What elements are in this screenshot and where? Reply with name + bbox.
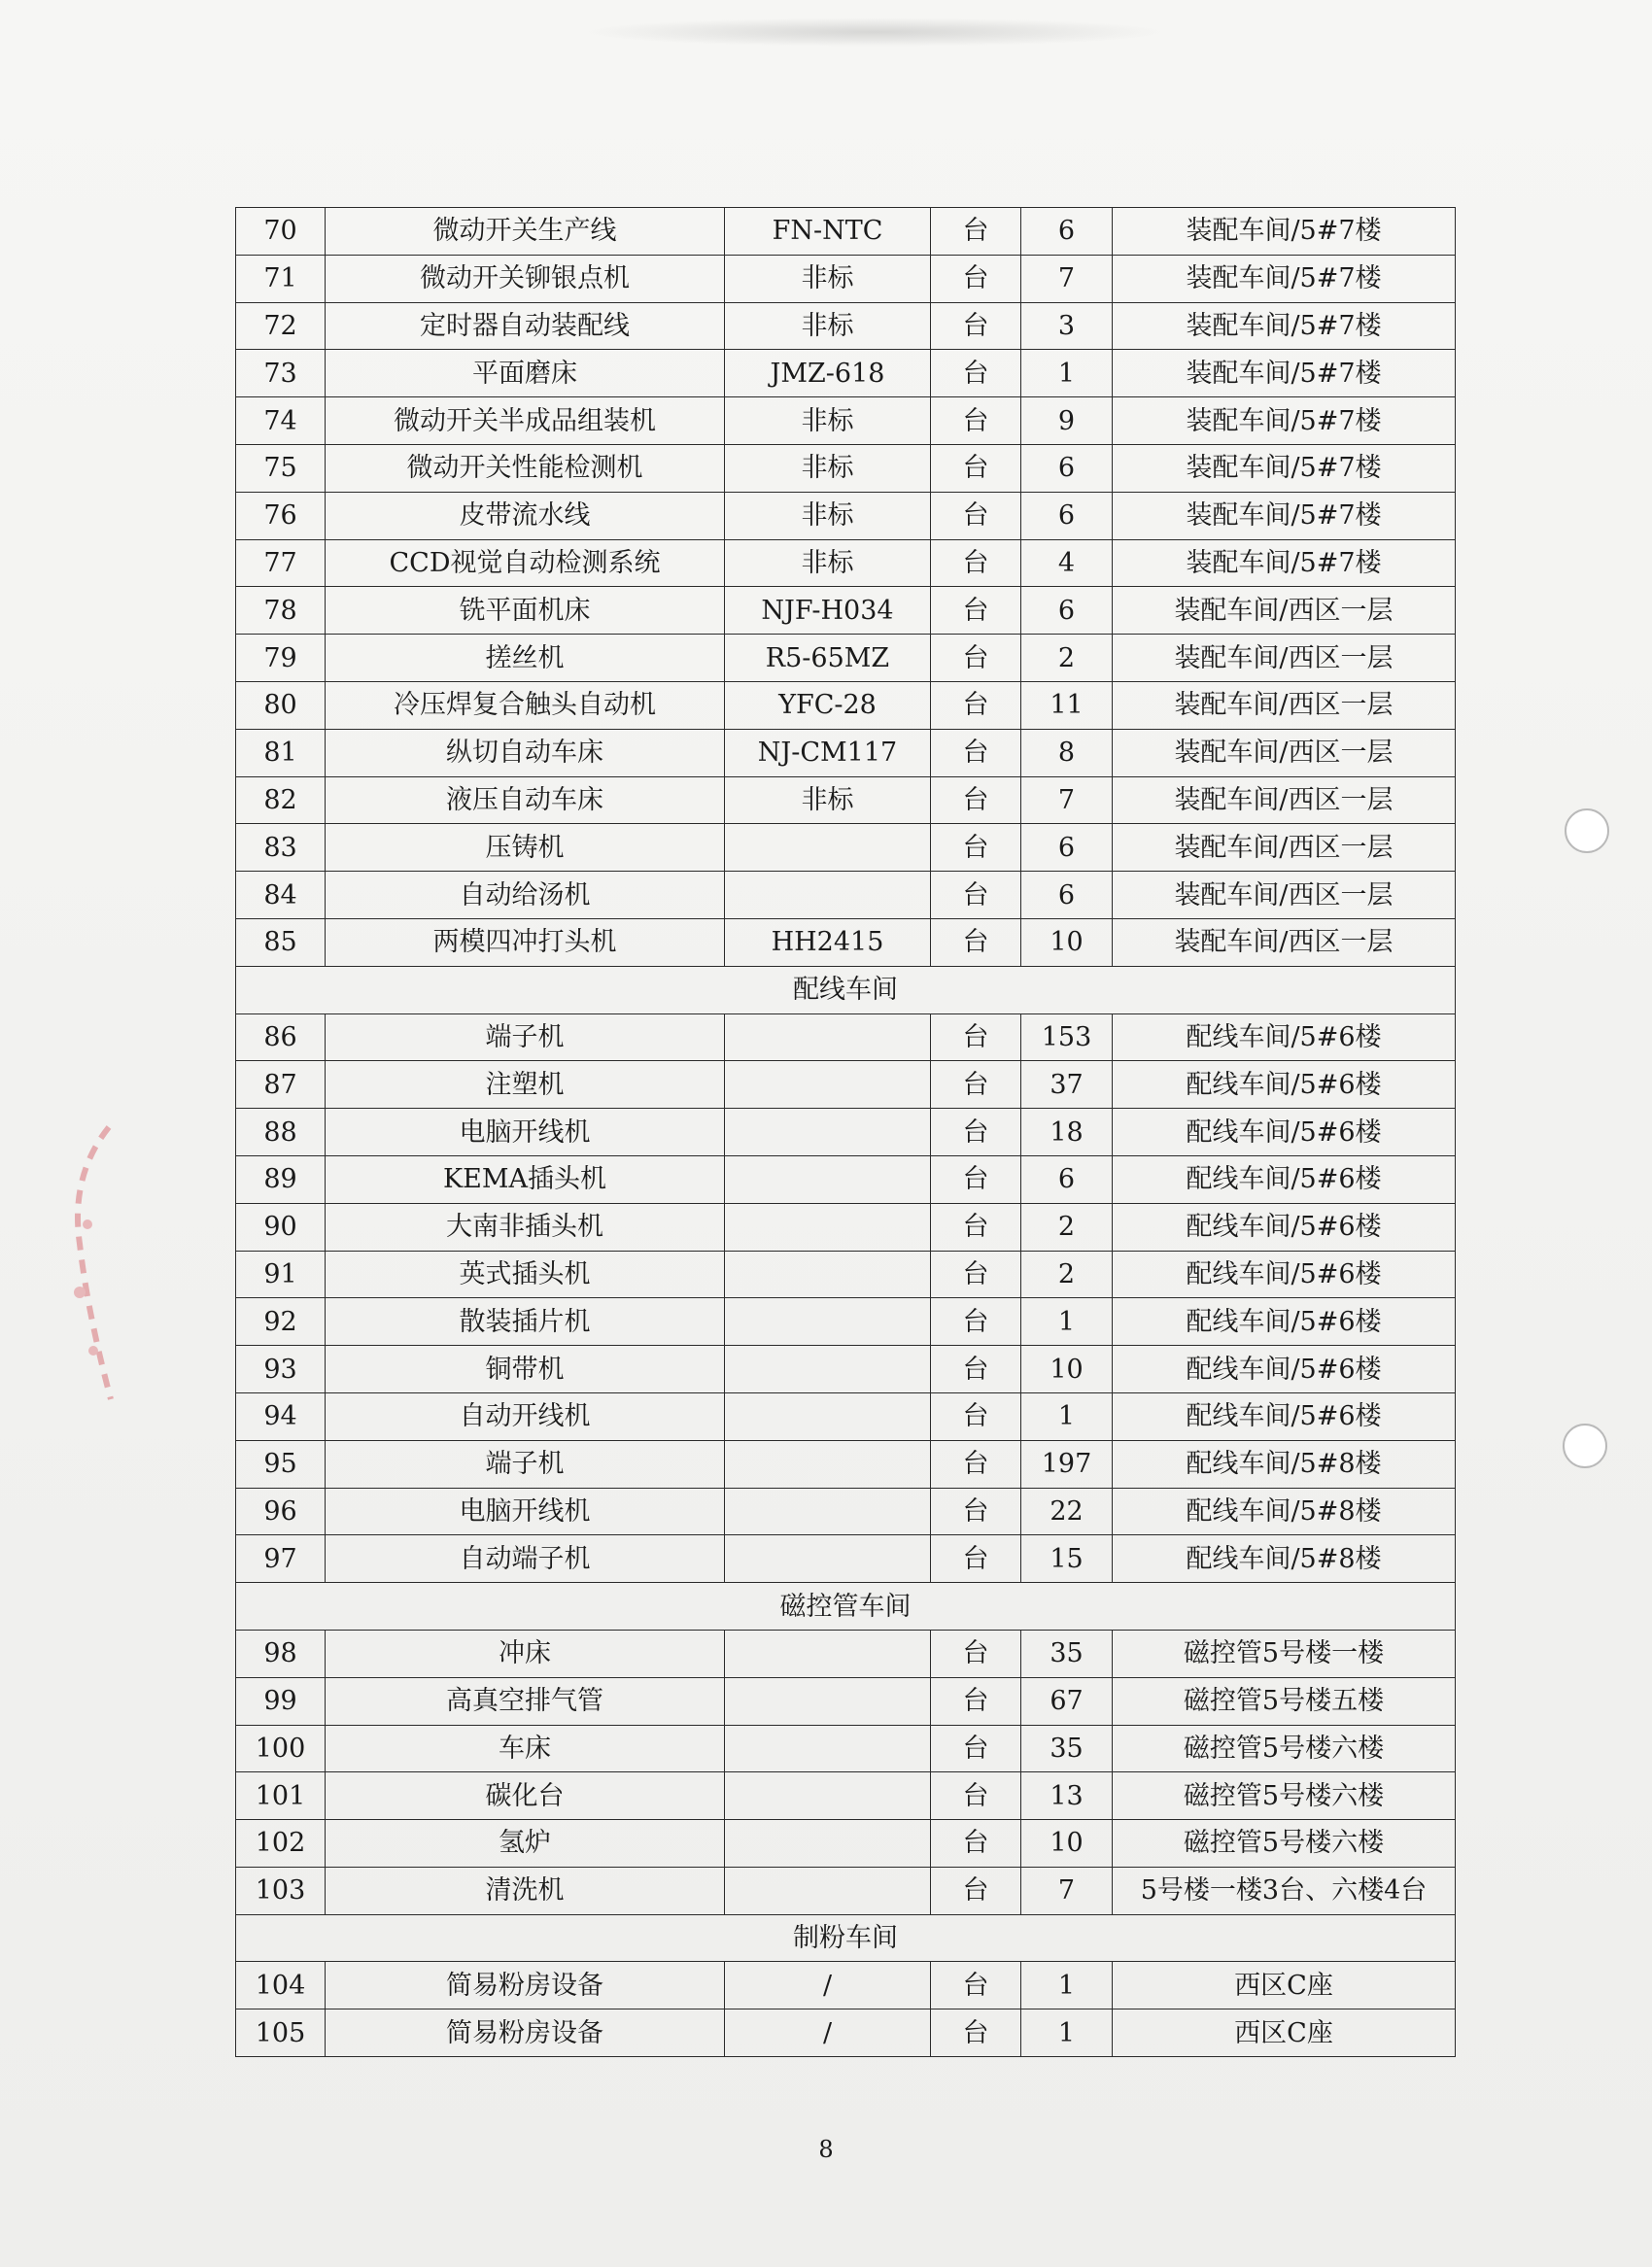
- equipment-model: [725, 1440, 931, 1488]
- unit: 台: [931, 1109, 1021, 1156]
- row-no: 86: [236, 1013, 326, 1061]
- equipment-name: 皮带流水线: [326, 492, 725, 539]
- equipment-model: 非标: [725, 255, 931, 302]
- table-row: [236, 539, 1456, 587]
- location: 西区C座: [1113, 2009, 1456, 2057]
- quantity: 15: [1021, 1535, 1113, 1583]
- table-row: [236, 729, 1456, 776]
- location: 装配车间/西区一层: [1113, 635, 1456, 682]
- unit: 台: [931, 587, 1021, 635]
- equipment-model: /: [725, 1962, 931, 2009]
- quantity: 10: [1021, 918, 1113, 966]
- quantity: 8: [1021, 729, 1113, 776]
- location: 装配车间/西区一层: [1113, 587, 1456, 635]
- equipment-name: 液压自动车床: [326, 776, 725, 824]
- row-no: 100: [236, 1725, 326, 1772]
- quantity: 22: [1021, 1488, 1113, 1535]
- unit: 台: [931, 1203, 1021, 1251]
- row-no: 88: [236, 1109, 326, 1156]
- equipment-name: KEMA插头机: [326, 1155, 725, 1203]
- quantity: 7: [1021, 255, 1113, 302]
- row-no: 83: [236, 824, 326, 872]
- equipment-name: 压铸机: [326, 824, 725, 872]
- quantity: 13: [1021, 1772, 1113, 1820]
- table-row: [236, 872, 1456, 919]
- equipment-name: 铜带机: [326, 1346, 725, 1393]
- unit: 台: [931, 1867, 1021, 1914]
- location: 装配车间/西区一层: [1113, 918, 1456, 966]
- equipment-model: 非标: [725, 776, 931, 824]
- quantity: 1: [1021, 350, 1113, 397]
- table-row: [236, 1488, 1456, 1535]
- location: 配线车间/5#6楼: [1113, 1392, 1456, 1440]
- row-no: 90: [236, 1203, 326, 1251]
- equipment-name: 碳化台: [326, 1772, 725, 1820]
- row-no: 70: [236, 208, 326, 256]
- equipment-name: 搓丝机: [326, 635, 725, 682]
- equipment-model: [725, 1155, 931, 1203]
- quantity: 10: [1021, 1346, 1113, 1393]
- page-number: 8: [818, 2136, 834, 2163]
- equipment-name: 大南非插头机: [326, 1203, 725, 1251]
- table-row: [236, 1251, 1456, 1298]
- punch-hole-lower: [1563, 1424, 1607, 1468]
- location: 配线车间/5#6楼: [1113, 1155, 1456, 1203]
- row-no: 91: [236, 1251, 326, 1298]
- equipment-model: [725, 1725, 931, 1772]
- location: 配线车间/5#6楼: [1113, 1298, 1456, 1346]
- quantity: 1: [1021, 1392, 1113, 1440]
- location: 装配车间/5#7楼: [1113, 492, 1456, 539]
- table-row: [236, 1061, 1456, 1109]
- location: 装配车间/5#7楼: [1113, 397, 1456, 445]
- row-no: 101: [236, 1772, 326, 1820]
- table-row: [236, 302, 1456, 350]
- location: 配线车间/5#8楼: [1113, 1488, 1456, 1535]
- unit: 台: [931, 918, 1021, 966]
- quantity: 2: [1021, 1251, 1113, 1298]
- row-no: 89: [236, 1155, 326, 1203]
- location: 磁控管5号楼六楼: [1113, 1820, 1456, 1868]
- unit: 台: [931, 2009, 1021, 2057]
- quantity: 6: [1021, 208, 1113, 256]
- table-row: [236, 681, 1456, 729]
- unit: 台: [931, 1488, 1021, 1535]
- row-no: 80: [236, 681, 326, 729]
- quantity: 1: [1021, 2009, 1113, 2057]
- equipment-name: 英式插头机: [326, 1251, 725, 1298]
- table-row: [236, 587, 1456, 635]
- location: 装配车间/5#7楼: [1113, 208, 1456, 256]
- table-row: [236, 776, 1456, 824]
- table-row: [236, 255, 1456, 302]
- location: 西区C座: [1113, 1962, 1456, 2009]
- row-no: 98: [236, 1630, 326, 1677]
- equipment-model: [725, 872, 931, 919]
- table-row: [236, 1298, 1456, 1346]
- quantity: 35: [1021, 1725, 1113, 1772]
- row-no: 73: [236, 350, 326, 397]
- section-heading: 磁控管车间: [236, 1583, 1456, 1631]
- equipment-name: CCD视觉自动检测系统: [326, 539, 725, 587]
- row-no: 93: [236, 1346, 326, 1393]
- section-heading: 配线车间: [236, 966, 1456, 1013]
- equipment-name: 散装插片机: [326, 1298, 725, 1346]
- row-no: 102: [236, 1820, 326, 1868]
- row-no: 84: [236, 872, 326, 919]
- equipment-model: [725, 1061, 931, 1109]
- table-row: [236, 1440, 1456, 1488]
- equipment-name: 氢炉: [326, 1820, 725, 1868]
- unit: 台: [931, 1392, 1021, 1440]
- equipment-name: 电脑开线机: [326, 1488, 725, 1535]
- equipment-name: 微动开关铆银点机: [326, 255, 725, 302]
- equipment-name: 冷压焊复合触头自动机: [326, 681, 725, 729]
- equipment-name: 两模四冲打头机: [326, 918, 725, 966]
- unit: 台: [931, 1440, 1021, 1488]
- table-row: [236, 492, 1456, 539]
- unit: 台: [931, 872, 1021, 919]
- table-row: [236, 1203, 1456, 1251]
- table-row: [236, 350, 1456, 397]
- quantity: 197: [1021, 1440, 1113, 1488]
- equipment-model: R5-65MZ: [725, 635, 931, 682]
- quantity: 1: [1021, 1962, 1113, 2009]
- equipment-name: 电脑开线机: [326, 1109, 725, 1156]
- equipment-name: 铣平面机床: [326, 587, 725, 635]
- row-no: 92: [236, 1298, 326, 1346]
- unit: 台: [931, 255, 1021, 302]
- location: 装配车间/5#7楼: [1113, 350, 1456, 397]
- equipment-table: [235, 207, 1456, 2057]
- row-no: 103: [236, 1867, 326, 1914]
- unit: 台: [931, 350, 1021, 397]
- unit: 台: [931, 1061, 1021, 1109]
- equipment-model: [725, 1867, 931, 1914]
- quantity: 2: [1021, 1203, 1113, 1251]
- equipment-model: [725, 1772, 931, 1820]
- location: 配线车间/5#6楼: [1113, 1013, 1456, 1061]
- equipment-name: 纵切自动车床: [326, 729, 725, 776]
- quantity: 6: [1021, 824, 1113, 872]
- unit: 台: [931, 1155, 1021, 1203]
- equipment-name: 端子机: [326, 1440, 725, 1488]
- equipment-name: 自动开线机: [326, 1392, 725, 1440]
- unit: 台: [931, 1677, 1021, 1725]
- row-no: 97: [236, 1535, 326, 1583]
- row-no: 85: [236, 918, 326, 966]
- table-row: [236, 1867, 1456, 1914]
- equipment-model: [725, 1630, 931, 1677]
- equipment-model: [725, 1677, 931, 1725]
- quantity: 35: [1021, 1630, 1113, 1677]
- unit: 台: [931, 1725, 1021, 1772]
- row-no: 71: [236, 255, 326, 302]
- row-no: 77: [236, 539, 326, 587]
- section-row: [236, 1583, 1456, 1631]
- location: 装配车间/西区一层: [1113, 681, 1456, 729]
- equipment-name: 微动开关生产线: [326, 208, 725, 256]
- table-row: [236, 1630, 1456, 1677]
- unit: 台: [931, 1535, 1021, 1583]
- equipment-model: 非标: [725, 539, 931, 587]
- table-row: [236, 918, 1456, 966]
- unit: 台: [931, 681, 1021, 729]
- equipment-name: 自动端子机: [326, 1535, 725, 1583]
- equipment-model: FN-NTC: [725, 208, 931, 256]
- equipment-model: 非标: [725, 397, 931, 445]
- quantity: 153: [1021, 1013, 1113, 1061]
- red-stamp-fragment: [51, 1117, 119, 1409]
- quantity: 67: [1021, 1677, 1113, 1725]
- equipment-name: 自动给汤机: [326, 872, 725, 919]
- unit: 台: [931, 302, 1021, 350]
- table-row: [236, 208, 1456, 256]
- equipment-model: HH2415: [725, 918, 931, 966]
- equipment-model: [725, 1298, 931, 1346]
- punch-hole-upper: [1565, 808, 1609, 853]
- row-no: 94: [236, 1392, 326, 1440]
- equipment-name: 简易粉房设备: [326, 1962, 725, 2009]
- equipment-model: [725, 1013, 931, 1061]
- section-row: [236, 966, 1456, 1013]
- equipment-model: [725, 1251, 931, 1298]
- quantity: 11: [1021, 681, 1113, 729]
- location: 配线车间/5#8楼: [1113, 1535, 1456, 1583]
- equipment-name: 冲床: [326, 1630, 725, 1677]
- equipment-model: [725, 1820, 931, 1868]
- location: 配线车间/5#6楼: [1113, 1109, 1456, 1156]
- table-row: [236, 1155, 1456, 1203]
- equipment-model: /: [725, 2009, 931, 2057]
- row-no: 87: [236, 1061, 326, 1109]
- quantity: 37: [1021, 1061, 1113, 1109]
- equipment-name: 定时器自动装配线: [326, 302, 725, 350]
- quantity: 7: [1021, 1867, 1113, 1914]
- equipment-name: 端子机: [326, 1013, 725, 1061]
- equipment-name: 高真空排气管: [326, 1677, 725, 1725]
- unit: 台: [931, 776, 1021, 824]
- location: 磁控管5号楼六楼: [1113, 1725, 1456, 1772]
- equipment-model: NJ-CM117: [725, 729, 931, 776]
- table-row: [236, 1346, 1456, 1393]
- quantity: 7: [1021, 776, 1113, 824]
- unit: 台: [931, 1962, 1021, 2009]
- unit: 台: [931, 635, 1021, 682]
- location: 装配车间/西区一层: [1113, 872, 1456, 919]
- table-row: [236, 2009, 1456, 2057]
- equipment-name: 平面磨床: [326, 350, 725, 397]
- equipment-model: YFC-28: [725, 681, 931, 729]
- quantity: 6: [1021, 1155, 1113, 1203]
- equipment-name: 注塑机: [326, 1061, 725, 1109]
- location: 装配车间/5#7楼: [1113, 444, 1456, 492]
- quantity: 6: [1021, 587, 1113, 635]
- equipment-name: 微动开关性能检测机: [326, 444, 725, 492]
- quantity: 6: [1021, 872, 1113, 919]
- equipment-model: [725, 1346, 931, 1393]
- unit: 台: [931, 1298, 1021, 1346]
- row-no: 76: [236, 492, 326, 539]
- location: 磁控管5号楼一楼: [1113, 1630, 1456, 1677]
- row-no: 72: [236, 302, 326, 350]
- equipment-name: 微动开关半成品组装机: [326, 397, 725, 445]
- equipment-name: 车床: [326, 1725, 725, 1772]
- location: 装配车间/5#7楼: [1113, 302, 1456, 350]
- unit: 台: [931, 824, 1021, 872]
- quantity: 3: [1021, 302, 1113, 350]
- row-no: 74: [236, 397, 326, 445]
- location: 装配车间/西区一层: [1113, 776, 1456, 824]
- row-no: 79: [236, 635, 326, 682]
- unit: 台: [931, 1630, 1021, 1677]
- equipment-model: [725, 1203, 931, 1251]
- quantity: 10: [1021, 1820, 1113, 1868]
- table-row: [236, 1535, 1456, 1583]
- row-no: 105: [236, 2009, 326, 2057]
- unit: 台: [931, 729, 1021, 776]
- unit: 台: [931, 1346, 1021, 1393]
- location: 配线车间/5#6楼: [1113, 1346, 1456, 1393]
- unit: 台: [931, 397, 1021, 445]
- equipment-model: [725, 1535, 931, 1583]
- location: 配线车间/5#8楼: [1113, 1440, 1456, 1488]
- quantity: 4: [1021, 539, 1113, 587]
- table-row: [236, 1772, 1456, 1820]
- unit: 台: [931, 1820, 1021, 1868]
- table-row: [236, 1820, 1456, 1868]
- row-no: 95: [236, 1440, 326, 1488]
- row-no: 99: [236, 1677, 326, 1725]
- equipment-model: [725, 1488, 931, 1535]
- location: 装配车间/5#7楼: [1113, 539, 1456, 587]
- equipment-name: 清洗机: [326, 1867, 725, 1914]
- quantity: 2: [1021, 635, 1113, 682]
- table-row: [236, 1109, 1456, 1156]
- scan-shadow: [583, 17, 1166, 47]
- location: 装配车间/西区一层: [1113, 729, 1456, 776]
- row-no: 96: [236, 1488, 326, 1535]
- unit: 台: [931, 1772, 1021, 1820]
- section-row: [236, 1914, 1456, 1962]
- section-heading: 制粉车间: [236, 1914, 1456, 1962]
- equipment-model: NJF-H034: [725, 587, 931, 635]
- equipment-model: 非标: [725, 444, 931, 492]
- unit: 台: [931, 1013, 1021, 1061]
- location: 磁控管5号楼六楼: [1113, 1772, 1456, 1820]
- row-no: 81: [236, 729, 326, 776]
- equipment-model: [725, 1109, 931, 1156]
- location: 配线车间/5#6楼: [1113, 1061, 1456, 1109]
- row-no: 75: [236, 444, 326, 492]
- quantity: 9: [1021, 397, 1113, 445]
- table-row: [236, 1725, 1456, 1772]
- unit: 台: [931, 492, 1021, 539]
- table-row: [236, 1392, 1456, 1440]
- equipment-model: 非标: [725, 492, 931, 539]
- quantity: 6: [1021, 492, 1113, 539]
- table-row: [236, 824, 1456, 872]
- location: 装配车间/5#7楼: [1113, 255, 1456, 302]
- table-row: [236, 1013, 1456, 1061]
- quantity: 6: [1021, 444, 1113, 492]
- table-row: [236, 397, 1456, 445]
- unit: 台: [931, 1251, 1021, 1298]
- location: 装配车间/西区一层: [1113, 824, 1456, 872]
- row-no: 82: [236, 776, 326, 824]
- row-no: 78: [236, 587, 326, 635]
- table-row: [236, 1962, 1456, 2009]
- equipment-model: JMZ-618: [725, 350, 931, 397]
- unit: 台: [931, 444, 1021, 492]
- location: 配线车间/5#6楼: [1113, 1251, 1456, 1298]
- table-row: [236, 1677, 1456, 1725]
- table-row: [236, 635, 1456, 682]
- equipment-model: 非标: [725, 302, 931, 350]
- quantity: 1: [1021, 1298, 1113, 1346]
- equipment-name: 简易粉房设备: [326, 2009, 725, 2057]
- row-no: 104: [236, 1962, 326, 2009]
- table-row: [236, 444, 1456, 492]
- location: 配线车间/5#6楼: [1113, 1203, 1456, 1251]
- equipment-model: [725, 824, 931, 872]
- location: 磁控管5号楼五楼: [1113, 1677, 1456, 1725]
- unit: 台: [931, 208, 1021, 256]
- unit: 台: [931, 539, 1021, 587]
- quantity: 18: [1021, 1109, 1113, 1156]
- equipment-model: [725, 1392, 931, 1440]
- location: 5号楼一楼3台、六楼4台: [1113, 1867, 1456, 1914]
